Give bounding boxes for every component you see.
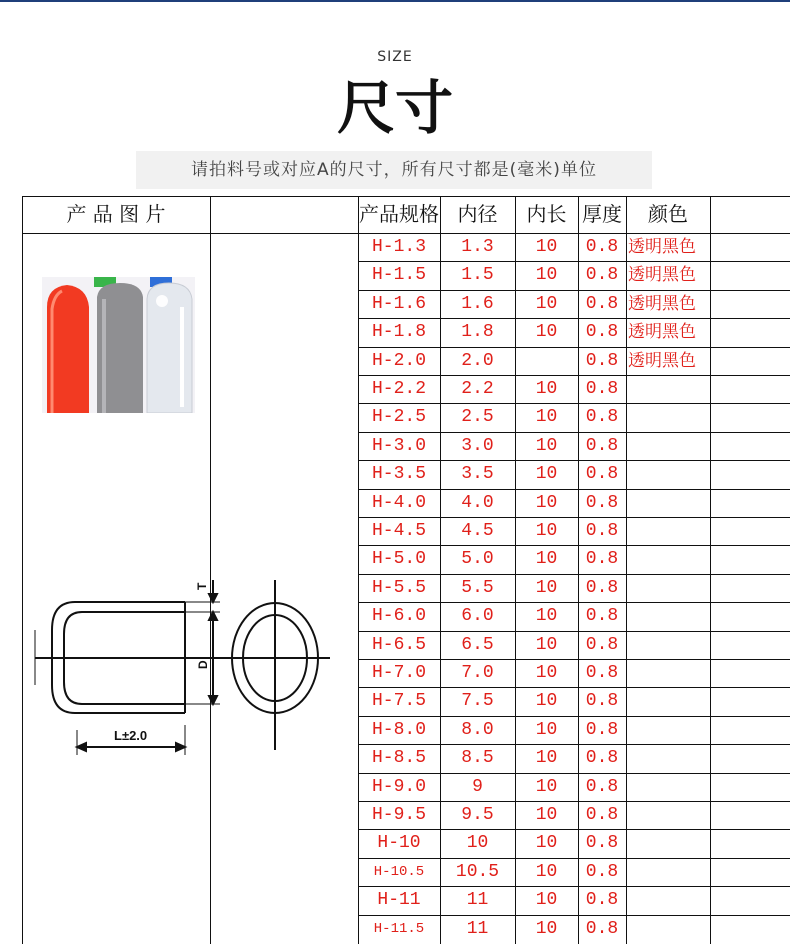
table-cell-inner-len: 10 (535, 635, 558, 655)
table-cell-color (628, 660, 708, 686)
table-cell-model: H-1.8 (371, 322, 426, 342)
table-divider (578, 196, 579, 944)
table-cell-inner-len: 10 (535, 436, 558, 456)
table-cell-inner-dia: 1.8 (461, 322, 494, 342)
table-row-divider (358, 631, 790, 632)
table-cell-model: H-4.5 (371, 521, 426, 541)
table-row-divider (358, 602, 790, 603)
table-cell-thickness: 0.8 (585, 322, 619, 342)
table-cell-inner-len: 10 (535, 691, 558, 711)
header-picture: 产 品 图 片 (66, 202, 166, 226)
table-cell-model: H-9.0 (371, 777, 426, 797)
table-cell-color (628, 404, 708, 430)
table-cell-color (628, 461, 708, 487)
table-cell-inner-dia: 11 (466, 890, 489, 910)
table-cell-inner-dia: 2.0 (461, 351, 494, 371)
table-cell-inner-dia: 10 (466, 833, 489, 853)
table-divider (440, 196, 441, 944)
table-cell-color (628, 887, 708, 913)
table-cell-model: H-11 (377, 890, 421, 910)
table-cell-inner-dia: 4.0 (461, 493, 494, 513)
table-cell-color: 透明黑色 (628, 237, 696, 257)
table-cell-inner-len: 10 (535, 862, 558, 882)
table-cell-thickness: 0.8 (585, 265, 619, 285)
table-cell-inner-dia: 3.5 (461, 464, 494, 484)
header-model: 产品规格 (359, 202, 439, 226)
table-cell-model: H-6.5 (371, 635, 426, 655)
table-row-divider (358, 517, 790, 518)
table-cell-inner-len: 10 (535, 521, 558, 541)
table-row-divider (358, 716, 790, 717)
product-photo (42, 277, 195, 413)
table-cell-model: H-6.0 (371, 606, 426, 626)
table-cell-inner-dia: 10.5 (455, 862, 500, 882)
table-cell-inner-len: 10 (535, 322, 558, 342)
table-row-divider (358, 403, 790, 404)
table-cell-color: 透明黑色 (628, 351, 696, 371)
table-row-divider (358, 290, 790, 291)
table-cell-thickness: 0.8 (585, 436, 619, 456)
header-inner-diameter: 内径 (457, 202, 498, 226)
table-cell-color (628, 717, 708, 743)
section-subtitle: 请拍料号或对应A的尺寸，所有尺寸都是(毫米)单位 (136, 151, 652, 189)
table-cell-thickness: 0.8 (585, 237, 619, 257)
table-row-divider (358, 659, 790, 660)
table-cell-color (628, 603, 708, 629)
table-cell-color (628, 433, 708, 459)
table-border-top (22, 196, 790, 197)
table-cell-inner-len: 10 (535, 890, 558, 910)
table-cell-inner-dia: 11 (466, 919, 489, 939)
drawing-thickness-label: T (195, 582, 209, 590)
table-row-divider (358, 460, 790, 461)
table-header-divider (22, 233, 790, 234)
table-row-divider (358, 801, 790, 802)
table-cell-color: 透明黑色 (628, 294, 696, 314)
table-cell-inner-dia: 1.3 (461, 237, 494, 257)
table-cell-color (628, 376, 708, 402)
table-cell-thickness: 0.8 (585, 294, 619, 314)
table-cell-inner-dia: 1.6 (461, 294, 494, 314)
table-cell-color (628, 830, 708, 856)
technical-drawing-graphic (30, 560, 360, 780)
table-row-divider (358, 574, 790, 575)
table-row-divider (358, 347, 790, 348)
table-cell-inner-dia: 1.5 (461, 265, 494, 285)
table-cell-inner-len: 10 (535, 663, 558, 683)
table-cell-inner-len: 10 (535, 777, 558, 797)
table-cell-inner-dia: 2.2 (461, 379, 494, 399)
table-cell-model: H-1.5 (371, 265, 426, 285)
table-cell-inner-len: 10 (535, 294, 558, 314)
table-cell-thickness: 0.8 (585, 464, 619, 484)
table-divider (626, 196, 627, 944)
technical-drawing (30, 560, 360, 780)
table-cell-inner-dia: 3.0 (461, 436, 494, 456)
table-cell-inner-len: 10 (535, 265, 558, 285)
table-cell-inner-dia: 2.5 (461, 407, 494, 427)
table-cell-inner-dia: 9.5 (461, 805, 494, 825)
table-cell-thickness: 0.8 (585, 635, 619, 655)
table-cell-model: H-1.6 (371, 294, 426, 314)
table-cell-color (628, 546, 708, 572)
table-cell-inner-dia: 6.0 (461, 606, 494, 626)
table-cell-inner-dia: 7.5 (461, 691, 494, 711)
table-cell-thickness: 0.8 (585, 407, 619, 427)
table-cell-inner-len: 10 (535, 379, 558, 399)
table-cell-model: H-8.0 (371, 720, 426, 740)
table-cell-thickness: 0.8 (585, 777, 619, 797)
table-divider (515, 196, 516, 944)
table-cell-model: H-10.5 (373, 864, 425, 880)
drawing-length-label: L±2.0 (114, 728, 148, 743)
table-cell-thickness: 0.8 (585, 691, 619, 711)
table-cell-model: H-9.5 (371, 805, 426, 825)
table-cell-inner-dia: 4.5 (461, 521, 494, 541)
drawing-diameter-label: D (196, 660, 210, 669)
table-cell-inner-len: 10 (535, 549, 558, 569)
table-cell-thickness: 0.8 (585, 521, 619, 541)
table-cell-color (628, 859, 708, 885)
table-cell-model: H-2.2 (371, 379, 426, 399)
table-border-left (22, 196, 23, 944)
table-cell-thickness: 0.8 (585, 663, 619, 683)
table-cell-thickness: 0.8 (585, 493, 619, 513)
table-cell-color: 透明黑色 (628, 322, 696, 342)
table-cell-inner-len: 10 (535, 833, 558, 853)
product-photo-graphic (42, 277, 195, 413)
table-cell-inner-len: 10 (535, 578, 558, 598)
table-cell-model: H-10 (377, 833, 421, 853)
table-cell-thickness: 0.8 (585, 549, 619, 569)
table-row-divider (358, 375, 790, 376)
table-cell-thickness: 0.8 (585, 919, 619, 939)
header-color: 颜色 (648, 202, 688, 226)
clear-cap (147, 283, 192, 413)
table-cell-inner-dia: 7.0 (461, 663, 494, 683)
table-row-divider (358, 915, 790, 916)
table-row-divider (358, 318, 790, 319)
section-title: 尺寸 (336, 74, 453, 142)
top-accent-bar (0, 0, 790, 2)
table-cell-model: H-5.5 (371, 578, 426, 598)
table-cell-thickness: 0.8 (585, 805, 619, 825)
table-cell-inner-dia: 6.5 (461, 635, 494, 655)
table-row-divider (358, 432, 790, 433)
table-cell-inner-len: 10 (535, 606, 558, 626)
section-label-en: SIZE (377, 49, 413, 65)
table-cell-color (628, 490, 708, 516)
table-cell-inner-len: 10 (535, 237, 558, 257)
table-cell-thickness: 0.8 (585, 606, 619, 626)
table-divider (710, 196, 711, 944)
table-row-divider (358, 489, 790, 490)
table-cell-inner-len: 10 (535, 407, 558, 427)
table-row-divider (358, 687, 790, 688)
table-cell-model: H-2.0 (371, 351, 426, 371)
table-cell-model: H-11.5 (373, 921, 425, 937)
table-cell-inner-len: 10 (535, 720, 558, 740)
table-cell-color (628, 802, 708, 828)
table-row-divider (358, 858, 790, 859)
table-cell-model: H-7.0 (371, 663, 426, 683)
table-cell-thickness: 0.8 (585, 379, 619, 399)
table-cell-color (628, 745, 708, 771)
table-cell-inner-len: 10 (535, 805, 558, 825)
table-cell-thickness: 0.8 (585, 720, 619, 740)
table-row-divider (358, 545, 790, 546)
table-cell-thickness: 0.8 (585, 351, 619, 371)
table-cell-color (628, 575, 708, 601)
table-cell-color (628, 688, 708, 714)
table-cell-color (628, 632, 708, 658)
table-cell-thickness: 0.8 (585, 833, 619, 853)
table-cell-color: 透明黑色 (628, 265, 696, 285)
table-cell-thickness: 0.8 (585, 890, 619, 910)
table-row-divider (358, 773, 790, 774)
table-cell-thickness: 0.8 (585, 578, 619, 598)
table-cell-model: H-8.5 (371, 748, 426, 768)
table-cell-inner-len (517, 348, 576, 374)
table-cell-model: H-3.5 (371, 464, 426, 484)
table-cell-thickness: 0.8 (585, 862, 619, 882)
table-cell-inner-len: 10 (535, 919, 558, 939)
table-cell-inner-len: 10 (535, 493, 558, 513)
table-cell-inner-dia: 8.0 (461, 720, 494, 740)
table-row-divider (358, 261, 790, 262)
table-cell-model: H-2.5 (371, 407, 426, 427)
table-cell-color (628, 774, 708, 800)
table-cell-inner-dia: 9 (472, 777, 483, 797)
header-inner-length: 内长 (526, 202, 567, 226)
table-row-divider (358, 886, 790, 887)
table-cell-model: H-7.5 (371, 691, 426, 711)
table-cell-inner-dia: 5.0 (461, 549, 494, 569)
table-cell-inner-len: 10 (535, 748, 558, 768)
table-cell-model: H-3.0 (371, 436, 426, 456)
table-row-divider (358, 744, 790, 745)
table-cell-color (628, 916, 708, 942)
table-row-divider (358, 829, 790, 830)
table-cell-color (628, 518, 708, 544)
table-cell-inner-len: 10 (535, 464, 558, 484)
table-cell-model: H-5.0 (371, 549, 426, 569)
table-cell-thickness: 0.8 (585, 748, 619, 768)
table-cell-model: H-4.0 (371, 493, 426, 513)
table-cell-inner-dia: 8.5 (461, 748, 494, 768)
table-cell-inner-dia: 5.5 (461, 578, 494, 598)
header-thickness: 厚度 (582, 202, 622, 226)
table-cell-model: H-1.3 (371, 237, 426, 257)
